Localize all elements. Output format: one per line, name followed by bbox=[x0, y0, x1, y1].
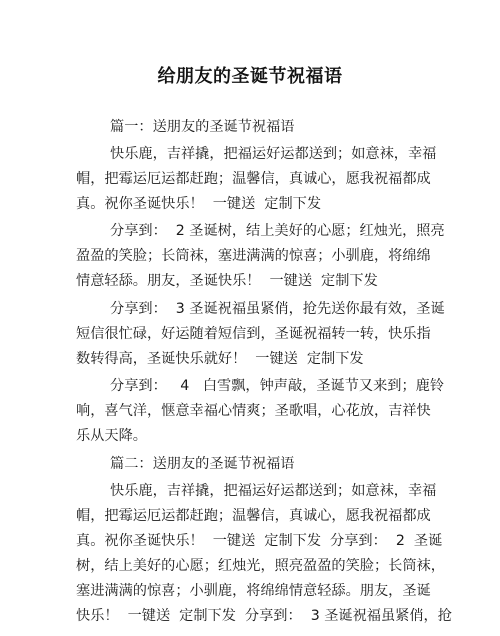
paragraph-line: 帽，把霉运厄运都赶跑；温馨信，真诚心，愿我祝福都成 bbox=[76, 508, 431, 524]
paragraph-line: 快乐！ 一键送 定制下发 分享到： 3 圣诞祝福虽紧俏，抢 bbox=[76, 608, 452, 624]
paragraph-line: 响，喜气洋，惬意幸福心情爽；圣歌唱，心花放，吉祥快 bbox=[76, 403, 431, 419]
paragraph-line: 情意轻舔。朋友，圣诞快乐！ 一键送 定制下发 bbox=[76, 273, 378, 289]
paragraph-line: 快乐鹿，吉祥撬，把福运好运都送到；如意袜，幸福 bbox=[110, 146, 437, 162]
heading-part-one: 篇一：送朋友的圣诞节祝福语 bbox=[110, 119, 295, 135]
paragraph-line: 帽，把霉运厄运都赶跑；温馨信，真诚心，愿我祝福都成 bbox=[76, 171, 431, 187]
paragraph-line: 快乐鹿，吉祥撬，把福运好运都送到；如意袜，幸福 bbox=[110, 483, 437, 499]
paragraph-line: 分享到： 2 圣诞树，结上美好的心愿；红烛光，照亮 bbox=[110, 223, 445, 239]
paragraph-line: 乐从天降。 bbox=[76, 428, 147, 444]
paragraph-line: 真。祝你圣诞快乐！ 一键送 定制下发 分享到： 2 圣诞 bbox=[76, 533, 443, 549]
paragraph-line: 分享到： 3 圣诞祝福虽紧俏，抢先送你最有效，圣诞 bbox=[110, 301, 445, 317]
paragraph-line: 真。祝你圣诞快乐！ 一键送 定制下发 bbox=[76, 196, 322, 212]
document-title: 给朋友的圣诞节祝福语 bbox=[157, 66, 343, 87]
paragraph-line: 盈盈的笑脸；长筒袜，塞进满满的惊喜；小驯鹿，将绵绵 bbox=[76, 248, 431, 264]
heading-part-two: 篇二：送朋友的圣诞节祝福语 bbox=[110, 456, 295, 472]
paragraph-line: 塞进满满的惊喜；小驯鹿，将绵绵情意轻舔。朋友，圣诞 bbox=[76, 583, 431, 599]
paragraph-line: 短信很忙碌，好运随着短信到，圣诞祝福转一转，快乐指 bbox=[76, 326, 431, 342]
paragraph-line: 分享到： 4 白雪飘，钟声敲，圣诞节又来到；鹿铃 bbox=[110, 378, 445, 394]
paragraph-line: 数转得高，圣诞快乐就好！ 一键送 定制下发 bbox=[76, 351, 364, 367]
paragraph-line: 树，结上美好的心愿；红烛光，照亮盈盈的笑脸；长筒袜， bbox=[76, 558, 445, 574]
